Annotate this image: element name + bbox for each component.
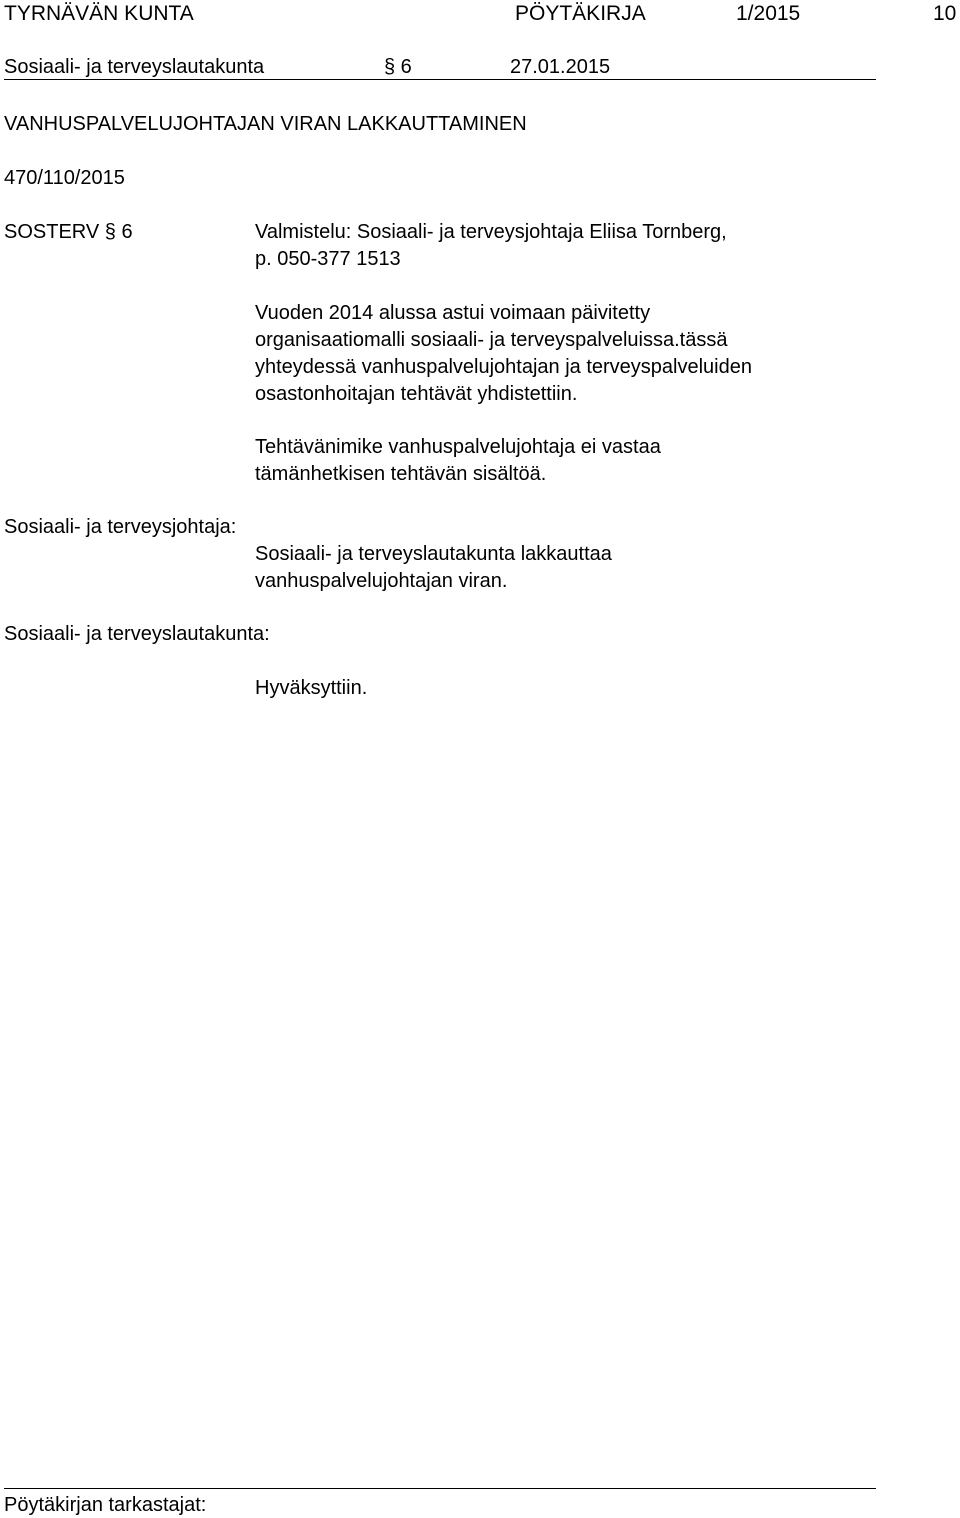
- decision-label: Sosiaali- ja terveyslautakunta:: [4, 623, 270, 645]
- section-label: SOSTERV § 6: [4, 221, 133, 243]
- record-number: 470/110/2015: [4, 167, 125, 189]
- section-number: § 6: [384, 56, 412, 78]
- preparation-block: [255, 219, 727, 273]
- footer-divider: [4, 1488, 876, 1489]
- document-type: PÖYTÄKIRJA: [515, 2, 646, 25]
- municipality-name: TYRNÄVÄN KUNTA: [4, 2, 194, 25]
- body-paragraph-2: [255, 434, 661, 488]
- proposal-line: vanhuspalvelujohtajan viran.: [255, 570, 508, 592]
- decision-text: Hyväksyttiin.: [255, 677, 368, 699]
- issue-number: 1/2015: [736, 2, 801, 25]
- footer-label: Pöytäkirjan tarkastajat:: [4, 1494, 207, 1516]
- preparation-line: p. 050-377 1513: [255, 248, 401, 270]
- meeting-date: 27.01.2015: [510, 56, 611, 78]
- matter-title: VANHUSPALVELUJOHTAJAN VIRAN LAKKAUTTAMINEN: [4, 113, 527, 135]
- paragraph-line: Vuoden 2014 alussa astui voimaan päivitetty: [255, 302, 651, 324]
- paragraph-line: tämänhetkisen tehtävän sisältöä.: [255, 463, 547, 485]
- proposal-line: Sosiaali- ja terveyslautakunta lakkauttaa: [255, 543, 612, 565]
- header-divider: [4, 79, 876, 80]
- committee-name: Sosiaali- ja terveyslautakunta: [4, 56, 265, 78]
- paragraph-line: osastonhoitajan tehtävät yhdistettiin.: [255, 383, 578, 405]
- preparation-line: Valmistelu: Sosiaali- ja terveysjohtaja Eliisa Tornberg,: [255, 221, 727, 243]
- page-number: 10: [933, 2, 957, 25]
- body-paragraph-1: [255, 300, 752, 408]
- proposal-label: Sosiaali- ja terveysjohtaja:: [4, 516, 237, 538]
- paragraph-line: yhteydessä vanhuspalvelujohtajan ja terveyspalveluiden: [255, 356, 752, 378]
- paragraph-line: organisaatiomalli sosiaali- ja terveyspalveluissa.tässä: [255, 329, 728, 351]
- paragraph-line: Tehtävänimike vanhuspalvelujohtaja ei vastaa: [255, 436, 661, 458]
- proposal-text: [255, 541, 612, 595]
